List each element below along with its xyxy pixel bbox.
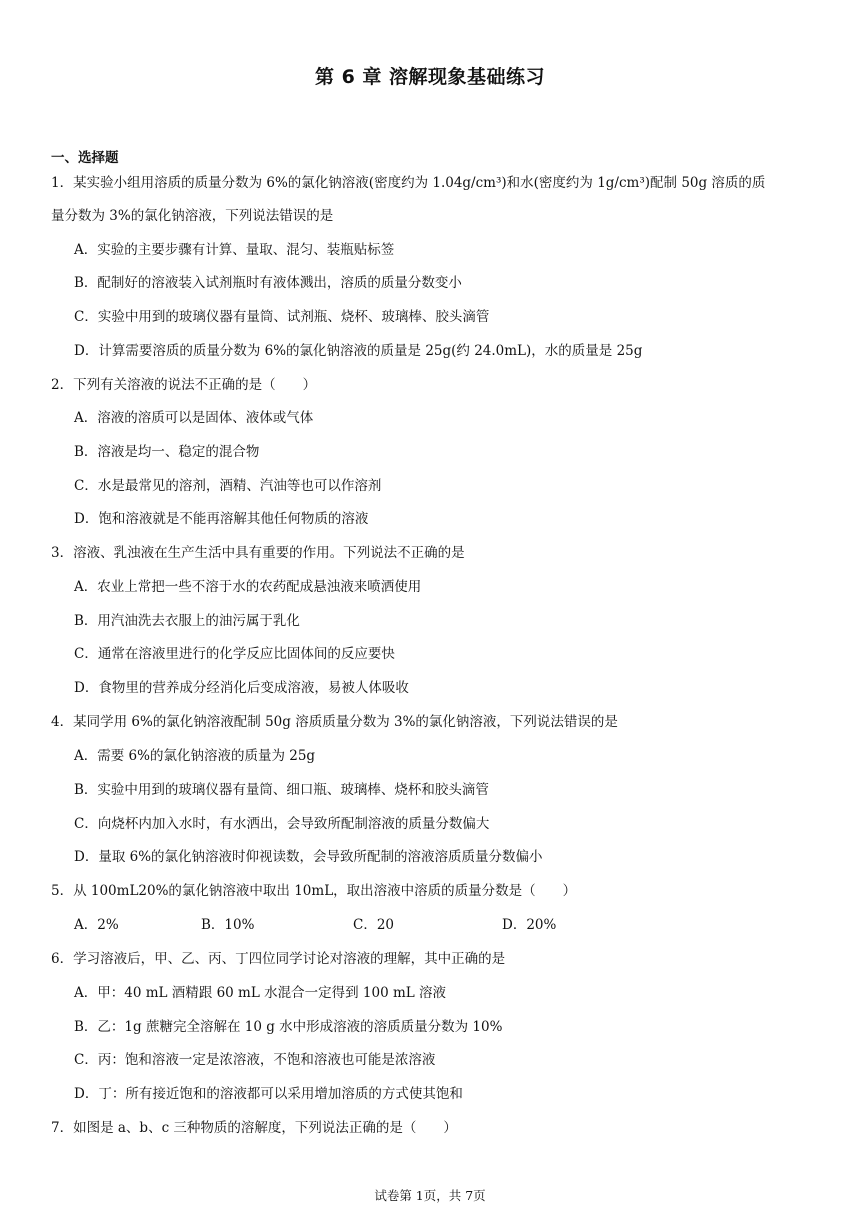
question-6-stem: 6．学习溶液后，甲、乙、丙、丁四位同学讨论对溶液的理解，其中正确的是 [51,951,506,967]
question-2-option-a: A．溶液的溶质可以是固体、液体或气体 [74,410,314,426]
question-4-option-b: B．实验中用到的玻璃仪器有量筒、细口瓶、玻璃棒、烧杯和胶头滴管 [74,782,489,798]
page-footer: 试卷第 1页，共 7页 [374,1188,486,1203]
section-heading: 一、选择题 [51,150,119,166]
question-5-option-b: B．10% [201,917,255,933]
question-2-stem: 2．下列有关溶液的说法不正确的是（ ） [51,377,317,393]
question-3-option-a: A．农业上常把一些不溶于水的农药配成悬浊液来喷洒使用 [74,579,422,595]
question-2-option-c: C．水是最常见的溶剂，酒精、汽油等也可以作溶剂 [74,478,382,494]
question-3-stem: 3．溶液、乳浊液在生产生活中具有重要的作用。下列说法不正确的是 [51,545,465,561]
question-1-stem-line-2: 量分数为 3%的氯化钠溶液，下列说法错误的是 [51,208,334,224]
question-3-option-d: D．食物里的营养成分经消化后变成溶液，易被人体吸收 [74,680,409,696]
question-4-stem: 4．某同学用 6%的氯化钠溶液配制 50g 溶质质量分数为 3%的氯化钠溶液，下列说法错误的是 [51,714,618,730]
question-6-option-a: A．甲：40 mL 酒精跟 60 mL 水混合一定得到 100 mL 溶液 [74,985,447,1001]
question-5-option-a: A．2% [74,917,119,933]
question-1-option-d: D．计算需要溶质的质量分数为 6%的氯化钠溶液的质量是 25g(约 24.0mL)，水的质量是 25g [74,343,643,359]
question-4-option-d: D．量取 6%的氯化钠溶液时仰视读数，会导致所配制的溶液溶质质量分数偏小 [74,849,543,865]
question-6-option-c: C．丙：饱和溶液一定是浓溶液，不饱和溶液也可能是浓溶液 [74,1052,436,1068]
question-5-option-d: D．20% [502,917,557,933]
question-1-option-c: C．实验中用到的玻璃仪器有量筒、试剂瓶、烧杯、玻璃棒、胶头滴管 [74,309,490,325]
question-1-option-a: A．实验的主要步骤有计算、量取、混匀、装瓶贴标签 [74,242,395,258]
question-7-stem: 7．如图是 a、b、c 三种物质的溶解度，下列说法正确的是（ ） [51,1120,457,1136]
page-title: 第 6 章 溶解现象基础练习 [314,66,546,88]
question-2-option-d: D．饱和溶液就是不能再溶解其他任何物质的溶液 [74,511,369,527]
question-3-option-b: B．用汽油洗去衣服上的油污属于乳化 [74,613,300,629]
question-4-option-c: C．向烧杯内加入水时，有水洒出，会导致所配制溶液的质量分数偏大 [74,816,490,832]
question-6-option-b: B．乙：1g 蔗糖完全溶解在 10 g 水中形成溶液的溶质质量分数为 10% [74,1019,503,1035]
question-1-stem-line-1: 1．某实验小组用溶质的质量分数为 6%的氯化钠溶液(密度约为 1.04g/cm³)和水(密度约为 1g/cm³)配制 50g 溶质的质 [51,175,766,191]
question-6-option-d: D．丁：所有接近饱和的溶液都可以采用增加溶质的方式使其饱和 [74,1086,463,1102]
question-3-option-c: C．通常在溶液里进行的化学反应比固体间的反应要快 [74,646,395,662]
question-4-option-a: A．需要 6%的氯化钠溶液的质量为 25g [74,748,316,764]
question-1-option-b: B．配制好的溶液装入试剂瓶时有液体溅出，溶质的质量分数变小 [74,275,462,291]
question-2-option-b: B．溶液是均一、稳定的混合物 [74,444,260,460]
question-5-stem: 5．从 100mL20%的氯化钠溶液中取出 10mL，取出溶液中溶质的质量分数是（ ） [51,883,577,899]
question-5-option-c: C．20 [353,917,395,933]
